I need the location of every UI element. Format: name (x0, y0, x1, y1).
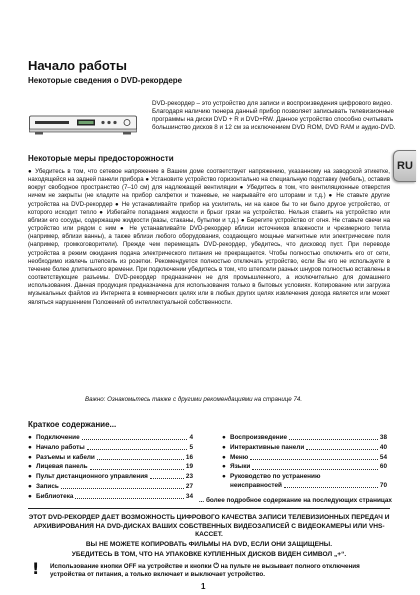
toc-more-note: ... более подробное содержание на последующих страницах (198, 497, 392, 504)
toc-right-column (222, 433, 387, 490)
toc-item[interactable]: ● Пульт дистанционного управления 23 (28, 473, 193, 481)
toc-page: 38 (379, 434, 387, 441)
toc-label: Меню (230, 453, 249, 461)
toc-label: Языки (230, 463, 251, 471)
warning-text-part2: на пульте не вызывает полного отключения устройства от питания, а только включает и выключает устройство. (50, 563, 360, 579)
note-text: Важно: Ознакомьтесь также с другими рекомендациями на странице 74. (85, 396, 303, 403)
toc-label: Руководство по устранению (230, 473, 321, 481)
divider (28, 508, 390, 509)
toc-label: Пульт дистанционного управления (36, 473, 148, 481)
power-icon: ⏻ (213, 562, 219, 570)
toc-item[interactable]: ● Подключение 4 (28, 434, 193, 441)
toc-page: 34 (185, 492, 193, 500)
page-number: 1 (201, 582, 206, 591)
dvd-recorder-illustration (29, 113, 137, 135)
toc-label: Подключение (36, 434, 80, 441)
toc-item[interactable]: ● Меню 54 (222, 453, 387, 461)
language-tab-ru: RU (393, 150, 416, 182)
intro-heading: Некоторые сведения о DVD-рекордере (28, 76, 183, 85)
toc-item[interactable]: ● Руководство по устранению неисправностей 70 (222, 473, 387, 490)
toc-item[interactable]: ● Разъемы и кабели 16 (28, 453, 193, 461)
toc-page: 70 (379, 482, 387, 490)
toc-page: 60 (379, 463, 387, 471)
toc-item[interactable]: ● Лицевая панель 19 (28, 463, 193, 471)
toc-page: 54 (379, 453, 387, 461)
warning-text-part1: Использование кнопки OFF на устройстве и кнопки (50, 563, 212, 570)
toc-label: Библиотека (36, 492, 74, 500)
page-title: Начало работы (28, 58, 127, 73)
toc-item[interactable]: ● Библиотека 34 (28, 492, 193, 500)
toc-page: 4 (189, 434, 193, 441)
toc-label: Интерактивные панели (230, 443, 305, 451)
feature-statement: ЭТОТ DVD-РЕКОРДЕР ДАЕТ ВОЗМОЖНОСТЬ ЦИФРОВОГО КАЧЕСТВА ЗАПИСИ ТЕЛЕВИЗИОННЫХ ПЕРЕДАЧ И АРХИВИРОВАНИЯ НА DVD-ДИСКАХ ВАШИХ СОБСТВЕННЫХ ВИДЕОЗАПИСЕЙ С ВИДЕОКАМЕРЫ ИЛИ VHS-КАССЕТ. (28, 514, 390, 539)
toc-page: 40 (379, 443, 387, 451)
copy-protection-notice: ВЫ НЕ МОЖЕТЕ КОПИРОВАТЬ ФИЛЬМЫ НА DVD, ЕСЛИ ОНИ ЗАЩИЩЕНЫ. (85, 541, 333, 548)
toc-page: 23 (185, 473, 193, 481)
precautions-heading: Некоторые меры предосторожности (28, 154, 174, 163)
toc-item[interactable]: ● Интерактивные панели 40 (222, 443, 387, 451)
warning-icon: ! (32, 559, 40, 578)
warning-text (50, 562, 395, 580)
toc-left-column (28, 433, 193, 502)
toc-label: Воспроизведение (230, 434, 288, 441)
toc-label: Начало работы (36, 443, 85, 451)
toc-label: Разъемы и кабели (36, 453, 95, 461)
plus-symbol-notice: УБЕДИТЕСЬ В ТОМ, ЧТО НА УПАКОВКЕ КУПЛЕННЫХ ДИСКОВ ВИДЕН СИМВОЛ „+“. (71, 551, 347, 558)
toc-item[interactable]: ● Воспроизведение 38 (222, 434, 387, 441)
toc-heading: Краткое содержание... (28, 420, 117, 429)
toc-page: 16 (185, 453, 193, 461)
toc-page: 19 (185, 463, 193, 471)
toc-item[interactable]: ● Запись 27 (28, 482, 193, 490)
toc-item[interactable]: ● Языки 60 (222, 463, 387, 471)
toc-label-cont: неисправностей (230, 482, 282, 490)
toc-label: Лицевая панель (36, 463, 88, 471)
toc-item[interactable]: ● Начало работы 5 (28, 443, 193, 451)
precautions-text: ● Убедитесь в том, что сетевое напряжение в Вашем доме соответствует напряжению, указанному на заводской этикетке, находящейся на задней панели прибора ● Установите устройство горизонтально на специальную подставку (мебель), оставив вокруг свободное пространство (7–10 см) для надлежащей вентиляции ● Убедитесь в том, что вентиляционные отверстия ничем не закрыты (не кладите на прибор салфетки и тканевые, не накрывайте его шторами и т.д.) ● Не ставьте другие устройства на DVD-рекордер ● Не устанавливайте прибор на усилитель, ни на какое бы то ни было другое устройство, от которого исходит тепло ● Избегайте попадания жидкости и брызг грязи на устройство. Нельзя ставить на устройство или вблизи его сосуды, содержащие жидкости (вазы, стаканы, бутылки и т.д.) ● Берегите устройство от огня. Не ставьте свечи на устройство или рядом с ним ● Не устанавливайте DVD-рекордер вблизи источников влажности и чрезмерного тепла (например, вблизи ванны), а также вблизи любого оборудования, создающего мощные магнитные или электрические поля (например, громкоговорители). Прежде чем перемещать DVD-рекордер, убедитесь, что дисковод пуст. При переводе устройства в режим ожидания подача электрического питания не прекращается. Чтобы полностью отключить его от сети, необходимо извлечь штепсель из розетки. Рекомендуется полностью отключать устройство, если Вы его не используете в течение более длительного времени. При подключении убедитесь в том, что штепсели разных шнуров полностью вставлены в соответствующие разъемы. DVD-рекордер предназначен не для промышленного, а исключительно для домашнего использования. Данная продукция предназначена для использования только в бытовых условиях. Копирование или загрузка музыкальных файлов из Интернета в коммерческих целях или в любых других целях извлечения дохода является или может являться нарушением Положений об интеллектуальной собственности. (28, 168, 390, 306)
toc-page: 27 (185, 482, 193, 490)
intro-text: DVD-рекордер – это устройство для записи и воспроизведения цифрового видео. Благодаря наличию тюнера данный прибор позволяет записывать телевизионные программы на диски DVD + R и DVD+RW. Данное устройство способно считывать большинство дисков 8 и 12 см за исключением DVD ROM, DVD RAM и аудио-DVD. (152, 100, 396, 132)
toc-label: Запись (36, 482, 59, 490)
toc-page: 5 (189, 443, 193, 451)
